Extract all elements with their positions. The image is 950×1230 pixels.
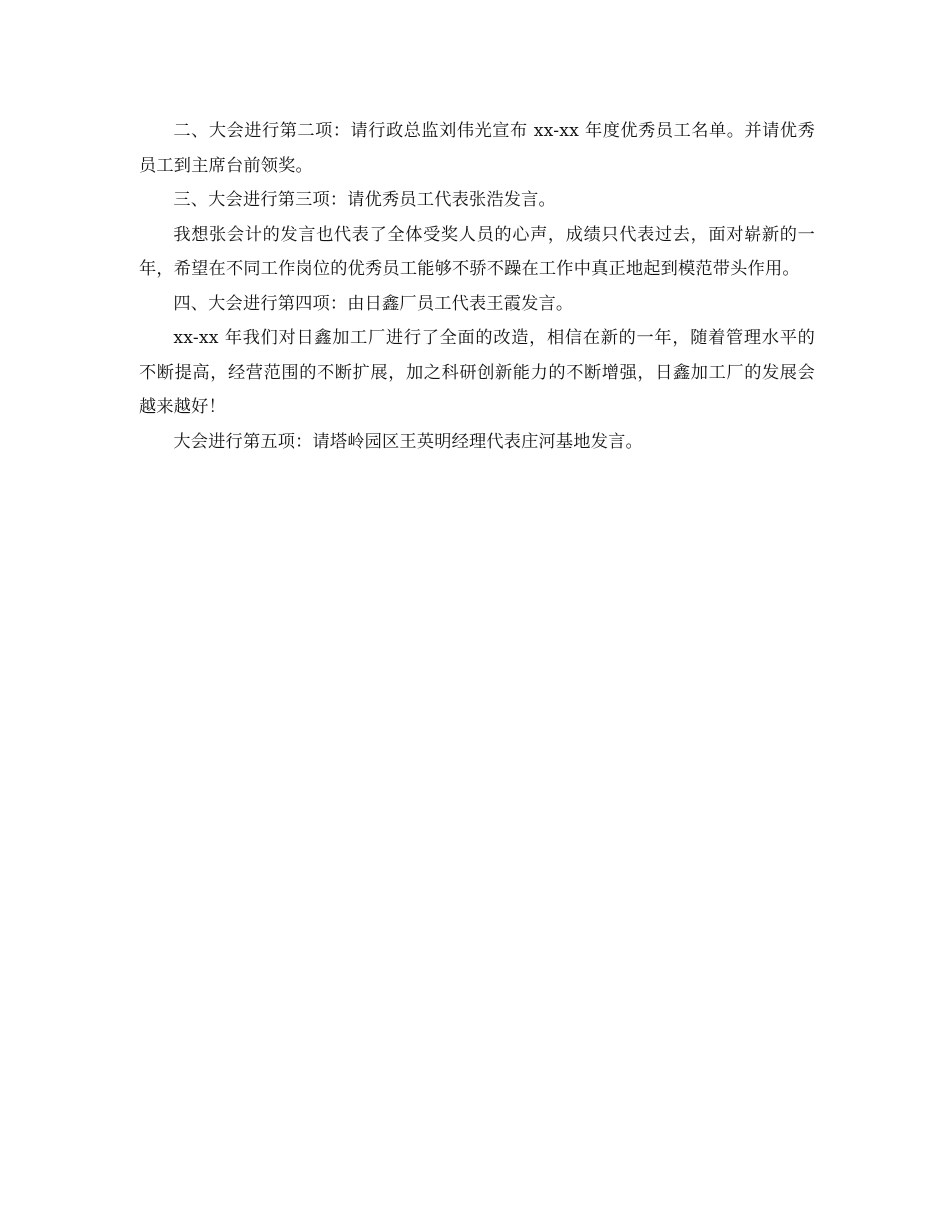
paragraph-item-5-speech: 大会进行第五项：请塔岭园区王英明经理代表庄河基地发言。	[173, 431, 643, 452]
paragraph-item-2-award-list: 二、大会进行第二项：请行政总监刘伟光宣布 xx-xx 年度优秀员工名单。并请优秀员工到主席台前领奖。	[139, 121, 815, 176]
paragraph-host-remark-2: xx-xx 年我们对日鑫加工厂进行了全面的改造，相信在新的一年，随着管理水平的不断提高，经营范围的不断扩展，加之科研创新能力的不断增强，日鑫加工厂的发展会越来越好！	[139, 328, 815, 417]
paragraph-item-4-speech: 四、大会进行第四项：由日鑫厂员工代表王霞发言。	[173, 293, 574, 314]
paragraph-host-remark-1: 我想张会计的发言也代表了全体受奖人员的心声，成绩只代表过去，面对崭新的一年，希望在不同工作岗位的优秀员工能够不骄不躁在工作中真正地起到模范带头作用。	[139, 224, 815, 279]
paragraph-item-3-speech: 三、大会进行第三项：请优秀员工代表张浩发言。	[173, 190, 556, 210]
document-body	[139, 114, 815, 459]
